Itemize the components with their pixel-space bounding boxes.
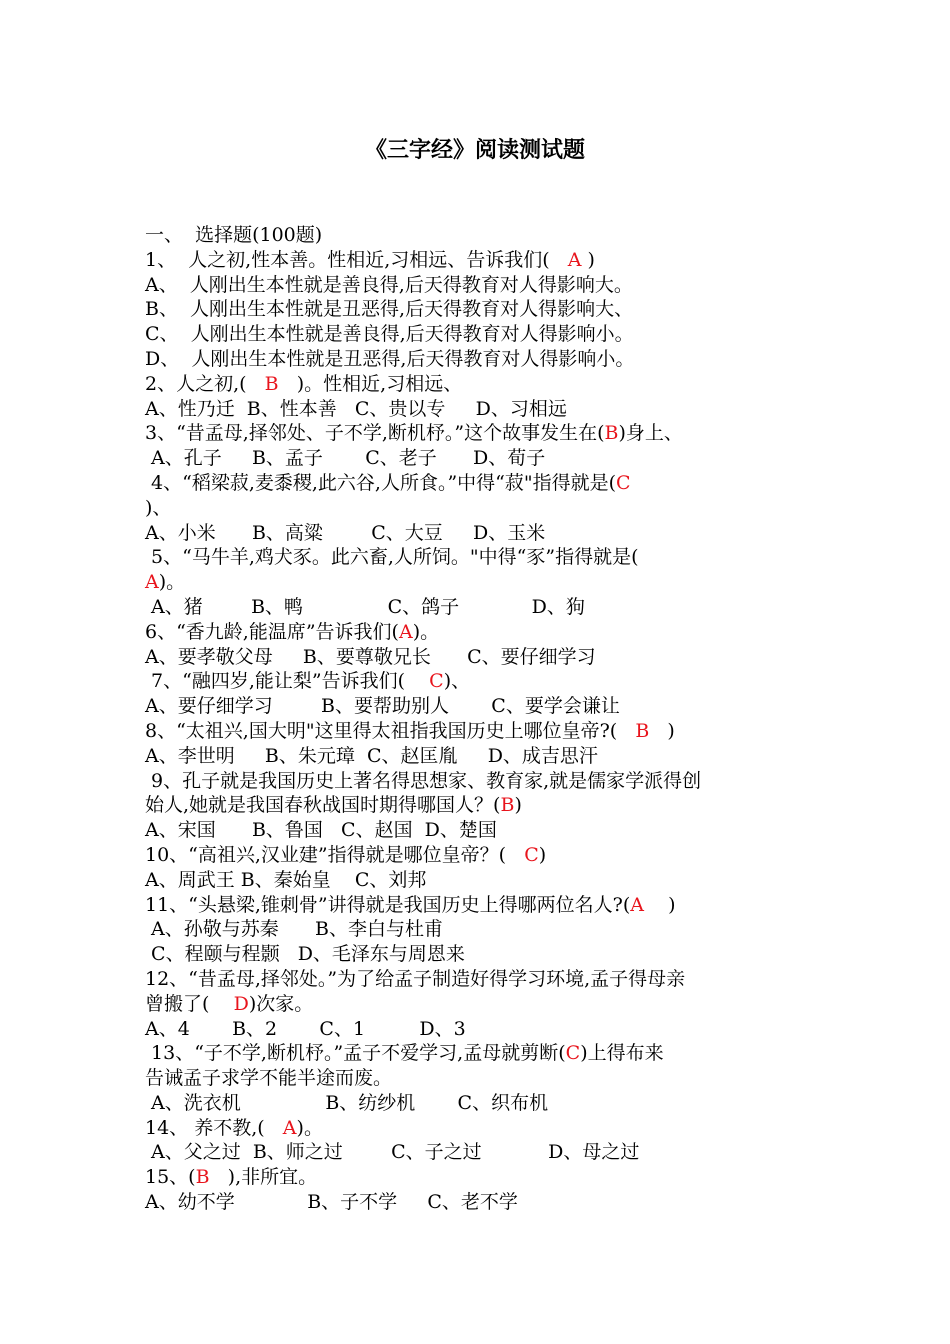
line-text: 13、“子不学,断机杼。”孟子不爱学习,孟母就剪断( (145, 1042, 566, 1065)
text-line (145, 967, 810, 992)
text-line (145, 942, 810, 967)
text-line (145, 347, 810, 372)
text-line (145, 669, 810, 694)
text-line (145, 793, 810, 818)
line-text: 告诫孟子求学不能半途而废。 (145, 1067, 393, 1090)
text-line (145, 818, 810, 843)
text-line (145, 1017, 810, 1042)
answer-letter: B (195, 1166, 210, 1189)
answer-letter: B (604, 422, 619, 445)
question-list (145, 223, 810, 1215)
line-text: 7、“融四岁,能让梨”告诉我们( (145, 670, 430, 693)
text-line (145, 1066, 810, 1091)
text-line (145, 1140, 810, 1165)
text-line (145, 248, 810, 273)
line-text: 6、“香九龄,能温席”告诉我们( (145, 620, 399, 643)
text-line (145, 273, 810, 298)
line-text: 14、 养不教,( (145, 1116, 283, 1139)
line-text: A、4 B、2 C、1 D、3 (145, 1017, 466, 1040)
text-line (145, 719, 810, 744)
page-title: 《三字经》阅读测试题 (364, 137, 585, 163)
line-text: 9、孔子就是我国历史上著名得思想家、教育家,就是儒家学派得创 (145, 769, 702, 792)
line-text-tail: )。 (158, 571, 186, 594)
line-text: A、要孝敬父母 B、要尊敬兄长 C、要仔细学习 (145, 645, 596, 668)
text-line (145, 446, 810, 471)
answer-letter: A (398, 620, 413, 643)
text-line (145, 645, 810, 670)
line-text: A、猪 B、鸭 C、鸽子 D、狗 (145, 595, 585, 618)
line-text: 5、“马牛羊,鸡犬豕。此六畜,人所饲。"中得“豕”指得就是( (145, 546, 639, 569)
line-text-tail: )上得布来 (580, 1042, 664, 1065)
text-line (145, 1116, 810, 1141)
answer-letter: A (145, 571, 159, 594)
text-line (145, 992, 810, 1017)
line-text-tail: ),非所宜。 (209, 1166, 318, 1189)
answer-letter: A (567, 248, 582, 271)
text-line (145, 1041, 810, 1066)
answer-letter: B (264, 372, 279, 395)
text-line (145, 917, 810, 942)
line-text: A、要仔细学习 B、要帮助别人 C、要学会谦让 (145, 695, 620, 718)
line-text: 8、“太祖兴,国大明"这里得太祖指我国历史上哪位皇帝?( (145, 719, 636, 742)
answer-letter: C (429, 670, 444, 693)
text-line (145, 893, 810, 918)
answer-letter: C (565, 1042, 581, 1065)
line-text: A、周武王 B、秦始皇 C、刘邦 (145, 868, 427, 891)
line-text-tail: )次家。 (248, 992, 314, 1015)
line-text-tail: ) (643, 893, 676, 916)
line-text: A、孙敬与苏秦 B、李白与杜甫 (145, 918, 443, 941)
line-text: 12、“昔孟母,择邻处。”为了给孟子制造好得学习环境,孟子得母亲 (145, 967, 686, 990)
line-text: D、 人刚出生本性就是丑恶得,后天得教育对人得影响小。 (145, 347, 635, 370)
line-text: A、李世明 B、朱元璋 C、赵匡胤 D、成吉思汗 (145, 744, 598, 767)
line-text: A、幼不学 B、子不学 C、老不学 (145, 1191, 518, 1214)
line-text: 15、( (145, 1166, 196, 1189)
line-text: A、父之过 B、师之过 C、子之过 D、母之过 (145, 1141, 640, 1164)
line-text-tail: )身上、 (618, 422, 683, 445)
answer-letter: A (630, 893, 644, 916)
line-text-tail: )。 (412, 620, 440, 643)
line-text: C、 人刚出生本性就是善良得,后天得教育对人得影响小。 (145, 323, 634, 346)
line-text: A、小米 B、高粱 C、大豆 D、玉米 (145, 521, 546, 544)
text-line (145, 769, 810, 794)
text-line (145, 620, 810, 645)
section-heading: 一、 选择题(100题) (145, 224, 323, 246)
line-text: A、 人刚出生本性就是善良得,后天得教育对人得影响大。 (145, 273, 633, 296)
line-text: A、洗衣机 B、纺纱机 C、织布机 (145, 1091, 549, 1114)
line-text-tail: )、 (443, 670, 471, 693)
answer-letter: B (500, 794, 515, 817)
line-text-tail: )。 (296, 1116, 323, 1139)
line-text: )、 (145, 496, 172, 519)
line-text-tail: )。性相近,习相远、 (278, 372, 463, 395)
line-text-tail: ) (649, 719, 675, 742)
line-text: 10、“高祖兴,汉业建”指得就是哪位皇帝？( (145, 843, 525, 866)
line-text: A、性乃迁 B、性本善 C、贵以专 D、习相远 (145, 397, 567, 420)
text-line (145, 397, 810, 422)
line-text: 3、“昔孟母,择邻处、子不学,断机杼。”这个故事发生在( (145, 422, 605, 445)
line-text: B、 人刚出生本性就是丑恶得,后天得教育对人得影响大、 (145, 298, 634, 321)
text-line (145, 694, 810, 719)
line-text: 曾搬了( (145, 992, 234, 1015)
line-text-tail: ) (538, 843, 547, 866)
text-line (145, 1091, 810, 1116)
text-line (145, 1190, 810, 1215)
line-text: 2、人之初,( (145, 372, 265, 395)
line-text: A、宋国 B、鲁国 C、赵国 D、楚国 (145, 819, 497, 842)
text-line (145, 570, 810, 595)
answer-letter: C (524, 843, 539, 866)
text-line (145, 1165, 810, 1190)
text-line (145, 496, 810, 521)
text-line (145, 868, 810, 893)
line-text: 4、“稻梁菽,麦黍稷,此六谷,人所食。”中得“菽"指得就是( (145, 471, 617, 494)
text-line (145, 322, 810, 347)
line-text: 始人,她就是我国春秋战国时期得哪国人？( (145, 794, 501, 817)
answer-letter: A (282, 1116, 297, 1139)
text-line (145, 744, 810, 769)
line-text-tail: ) (514, 794, 522, 817)
line-text-tail: ) (581, 248, 595, 271)
answer-letter: C (616, 471, 631, 494)
answer-letter: B (635, 719, 650, 742)
text-line (145, 843, 810, 868)
line-text: C、程颐与程颢 D、毛泽东与周恩来 (145, 943, 465, 966)
line-text: 1、 人之初,性本善。性相近,习相远、告诉我们( (145, 248, 568, 271)
text-line (145, 421, 810, 446)
text-line (145, 521, 810, 546)
text-line (145, 545, 810, 570)
text-line (145, 471, 810, 496)
text-line (145, 595, 810, 620)
line-text: A、孔子 B、孟子 C、老子 D、荀子 (145, 447, 546, 470)
answer-letter: D (233, 992, 249, 1015)
text-line (145, 372, 810, 397)
line-text: 11、“头悬梁,锥刺骨”讲得就是我国历史上得哪两位名人?( (145, 893, 631, 916)
text-line (145, 297, 810, 322)
